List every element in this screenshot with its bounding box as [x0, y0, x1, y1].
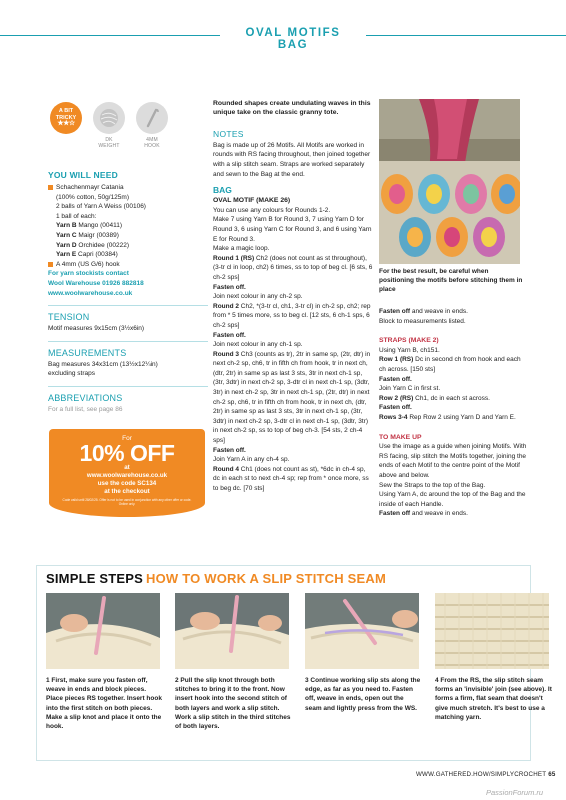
simple-steps-title: SIMPLE STEPS HOW TO WORK A SLIP STITCH SEAM [46, 571, 387, 586]
difficulty-badge [49, 102, 83, 134]
page-header [0, 27, 566, 51]
bag-photo [379, 99, 520, 264]
step-3-text: 3 Continue working slip sts along the edge, as far as you need to. Fasten off, weave in ends, open out the seam and lightly press from the WS. [305, 677, 421, 712]
straps-instructions: Using Yarn B, ch151. Row 1 (RS) Dc in second ch from hook and each ch across. [150 sts] Fasten off. Join Yarn C in first st. Row 2 (RS) Ch1, dc in each st across. Fasten off. Rows 3-4 Rep Row 2 using Yarn D and Yarn E. [379, 346, 521, 421]
step-4-text: 4 From the RS, the slip stitch seam forms an 'invisible' join (see above). It forms a firm, flat seam that doesn't give much stretch. It's best to use a matching yarn. [435, 677, 552, 721]
yarn-weight-caption: DK WEIGHT [98, 137, 120, 149]
materials-column [48, 170, 208, 414]
step-4-photo [435, 593, 549, 669]
yarn-weight-badge [92, 102, 126, 149]
difficulty-stars: ★★☆ [57, 120, 75, 128]
measurements-text: Bag measures 34x31cm (13½x12¼in) excluding straps [48, 360, 158, 378]
promo-discount: 10% OFF [79, 440, 175, 466]
step-3-photo [305, 593, 419, 669]
section-divider [48, 341, 208, 342]
watermark: PassionForum.ru [486, 788, 544, 797]
step-2-photo [175, 593, 289, 669]
header-rule-right [366, 35, 566, 36]
promo-terms: Code valid until 28/02/25. Offer is not to be used in conjunction with any other offer or code. Online only. [62, 498, 192, 506]
oval-motif-heading: OVAL MOTIF (MAKE 26) [213, 197, 291, 205]
step-1-photo [46, 593, 160, 669]
notes-heading: NOTES [213, 128, 244, 139]
orange-bullet-icon [48, 262, 53, 267]
hook-size-badge [135, 102, 169, 149]
discount-promo [49, 429, 205, 517]
section-divider [48, 386, 208, 387]
promo-checkout: at the checkout [104, 488, 150, 495]
header-rule-left [0, 35, 220, 36]
yarn-ball-icon [93, 102, 125, 134]
difficulty-icon [50, 102, 82, 134]
finishing-column [379, 307, 529, 519]
make-up-instructions: Use the image as a guide when joining Motifs. With RS facing, slip stitch the Motifs together, joining the ends of each Motif to the centre point of the Motif above and below. Sew the Straps to the top of the Bag. Using Yarn A, dc around the top of the Bag and the inside of each Handle. Fasten off and weave in ends. [379, 443, 527, 518]
bag-instructions: You can use any colours for Rounds 1-2. Make 7 using Yarn B for Round 3, 7 using Yarn D for Round 3, 6 using Yarn C for Round 3, and 6 using Yarn E for Round 3. Make a magic loop. Round 1 (RS) Ch2 (does not count as st throughout), (3-tr cl in loop, ch2) 6 times, ss to top of beg cl. [6 sts, 6 ch-2 sps] Fasten off. Join next colour in any ch-2 sp. Round 2 Ch2, *(3-tr cl, ch1, 3-tr cl) in ch-2 sp, ch2; rep from * 5 times more, ss to beg cl. [12 sts, 6 ch-1 sps, 6 ch-2 sps] Fasten off. Join next colour in any ch-1 sp. Round 3 Ch3 (counts as tr), 2tr in same sp, (2tr, dtr) in next ch-2 sp, ch6, tr in fifth ch from hook, tr in next ch, (dtr, 2tr) in same sp as last 3 sts, 3tr in next ch-1 sp, (3tr, 3dtr) in next ch-2 sp, 3-dtr cl in next ch-1 sp, (3dtr, 3tr) in next ch-2 sp, 3tr in next ch-1 sp, (2tr, dtr) in next ch-2 sp, ch6, tr in fifth ch from hook, tr in next ch, (dtr, 2tr) in same sp as last 3 sts, 3tr in next ch-1 sp, (3tr, 3dtr) in next ch-2 sp, 3-dtr cl in next ch-1 sp, (3dtr, 3tr) in next ch-2 sp, ss to top of beg ch-3. [54 sts, 2 ch-4 sps] Fasten off. Join Yarn A in any ch-4 sp. Round 4 Ch1 (does not count as st), *6dc in ch-4 sp, dc in each st to next ch-4 sp; rep from * once more, ss to beg dc. [70 sts] [213, 206, 373, 492]
tension-text: Motif measures 9x15cm (3½x6in) [48, 325, 145, 333]
tension-heading: TENSION [48, 312, 90, 323]
footer [416, 771, 556, 778]
orange-bullet-icon [48, 185, 53, 190]
straps-heading: STRAPS (MAKE 2) [379, 337, 439, 345]
difficulty-label-2: TRICKY [55, 114, 77, 121]
notes-text: Bag is made up of 26 Motifs. All Motifs are worked in rounds with RS facing throughout, then joined together with a slip stitch seam. Straps are worked separately and sewn to the Bag at the end. [213, 141, 371, 178]
difficulty-badges [49, 102, 169, 152]
hook-size-caption: 4MM HOOK [144, 137, 160, 149]
step-2-text: 2 Pull the slip knot through both stitches to bring it to the front. Now insert hook into the second stitch of both layers and work a slip stitch. Work a slip stitch in the third stitches of both layers. [175, 677, 291, 731]
abbreviations-text: For a full list, see page 86 [48, 405, 123, 413]
measurements-heading: MEASUREMENTS [48, 347, 127, 358]
promo-at: at [124, 464, 130, 471]
abbreviations-heading: ABBREVIATIONS [48, 392, 123, 403]
page-title: OVAL MOTIFS BAG [245, 27, 341, 51]
crochet-hook-icon [136, 102, 168, 134]
hook-list-item: A 4mm (US G/6) hook [48, 260, 208, 270]
promo-code: use the code SC134 [97, 480, 157, 487]
footer-url[interactable]: WWW.GATHERED.HOW/SIMPLYCROCHET [416, 771, 547, 778]
step-1-text: 1 First, make sure you fasten off, weave in ends and block pieces. Place pieces RS together. Insert hook into the first stitch on both pieces. Make a slip knot and place it onto the hook. [46, 677, 162, 731]
you-will-need-heading: YOU WILL NEED [48, 170, 118, 180]
page-number: 65 [548, 771, 556, 778]
section-divider [48, 305, 208, 306]
photo-caption: For the best result, be careful when positioning the motifs before stitching them in place [379, 268, 523, 294]
promo-for: For [122, 435, 132, 442]
intro-text: Rounded shapes create undulating waves in this unique take on the classic granny tote. [213, 100, 371, 117]
promo-url[interactable]: www.woolwarehouse.co.uk [86, 472, 168, 479]
stockist-url[interactable]: www.woolwarehouse.co.uk [48, 289, 133, 297]
pattern-column [213, 99, 373, 494]
simple-steps-panel [36, 565, 552, 761]
make-up-heading: TO MAKE UP [379, 433, 422, 441]
difficulty-label-1: A BIT [58, 108, 74, 115]
yarn-list-item: Schachenmayr Catania (100% cotton, 50g/125m) 2 balls of Yarn A Weiss (00106) 1 ball of each: Yarn B Mango (00411) Yarn C Maigr (00389) Yarn D Orchidee (00222) Yarn E Capri (00384) [48, 183, 208, 260]
motif-finish: Fasten off and weave in ends. Block to measurements listed. [379, 308, 468, 325]
bag-heading: BAG [213, 185, 232, 196]
stockist-contact: For yarn stockists contact Wool Warehouse 01926 882818 www.woolwarehouse.co.uk [48, 269, 208, 298]
